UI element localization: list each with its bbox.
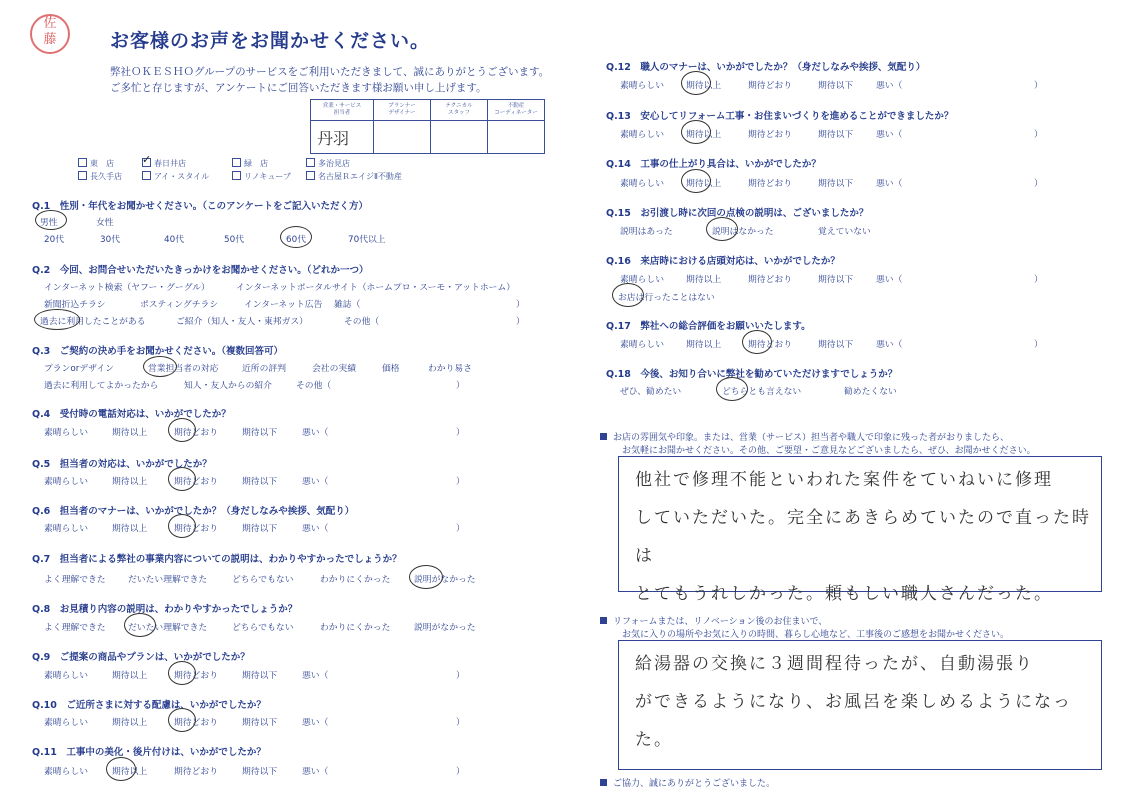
q14-bad-close-paren: ） — [1034, 179, 1043, 189]
q6-option-below[interactable]: 期待以下 — [242, 524, 278, 534]
q3-sales-rep-circle — [143, 356, 177, 377]
q2-option-portal[interactable]: インターネットポータルサイト（ホームプロ・スーモ・アットホーム） — [236, 283, 516, 293]
question-6: Q.6 担当者のマナーは、いかがでしたか？（身だしなみや挨拶、気配り） — [32, 506, 355, 517]
staff-header-sales: 営業・サービス 担当者 — [311, 100, 374, 121]
q5-as-expected-circle — [168, 467, 196, 491]
question-4: Q.4 受付時の電話対応は、いかがでしたか？ — [32, 409, 231, 420]
q13-bad-close-paren: ） — [1034, 130, 1043, 140]
q2-option-past-use[interactable]: 過去に利用したことがある — [40, 317, 146, 327]
q14-option-excellent[interactable]: 素晴らしい — [620, 179, 664, 189]
q14-above-circle — [681, 169, 711, 193]
q17-option-bad[interactable]: 悪い（ — [876, 340, 903, 350]
q4-option-as-expected[interactable]: 期待どおり — [174, 428, 218, 438]
comment1-prompt-line-2: お気軽にお聞かせください。その他、ご要望・ご意見などございましたら、ぜひ、お聞かせください。 — [622, 446, 1036, 456]
q14-option-below[interactable]: 期待以下 — [818, 179, 854, 189]
q2-option-magazine[interactable]: 雑誌（ — [334, 300, 361, 310]
q8-option-well[interactable]: よく理解できた — [44, 623, 106, 633]
comment2-answer-line-1: 給湯器の交換に３週間程待ったが、自動湯張り — [635, 654, 1034, 674]
q12-option-as-expected[interactable]: 期待どおり — [748, 81, 792, 91]
q9-bad-close-paren: ） — [456, 671, 465, 681]
q15-option-dont-remember[interactable]: 覚えていない — [818, 227, 871, 237]
q13-above-circle — [681, 120, 711, 144]
q3-other-close-paren: ） — [456, 381, 465, 391]
q6-as-expected-circle — [168, 514, 196, 538]
comment2-answer-line-2: ができるようになり、お風呂を楽しめるようになった。 — [635, 692, 1072, 750]
comment2-prompt-line-2: お気に入りの場所やお気に入りの時間、暮らし心地など、工事後のご感想をお聞かせください。 — [622, 630, 1010, 640]
q12-option-above[interactable]: 期待以上 — [686, 81, 722, 91]
question-8: Q.8 お見積り内容の説明は、わかりやすかったでしょうか？ — [32, 604, 298, 615]
q2-option-posting[interactable]: ポスティングチラシ — [140, 300, 219, 310]
q8-option-unclear[interactable]: わかりにくかった — [320, 623, 391, 633]
q1-option-50s[interactable]: 50代 — [224, 235, 244, 245]
q3-option-price[interactable]: 価格 — [382, 364, 400, 374]
q2-option-web-ad[interactable]: インターネット広告 — [244, 300, 323, 310]
q13-option-bad[interactable]: 悪い（ — [876, 130, 903, 140]
store-checkbox-nagakute[interactable]: 長久手店 — [78, 171, 122, 182]
q18-option-not-recommend[interactable]: 勧めたくない — [844, 387, 897, 397]
q18-option-recommend[interactable]: ぜひ、勧めたい — [620, 387, 682, 397]
q15-not-explained-circle — [706, 217, 738, 241]
comment1-answer-line-2: していただいた。完全にあきらめていたので直った時は — [635, 508, 1091, 566]
staff-header-realestate: 不動産 コーディネーター — [488, 100, 545, 121]
q2-option-other[interactable]: その他（ — [344, 317, 380, 327]
q16-bad-close-paren: ） — [1034, 275, 1043, 285]
store-checkbox-renocube[interactable]: リノキューブ — [232, 171, 291, 182]
q18-neutral-circle — [716, 377, 748, 401]
q3-option-plan-design[interactable]: プランorデザイン — [44, 364, 114, 374]
q10-bad-close-paren: ） — [456, 718, 465, 728]
q10-option-as-expected[interactable]: 期待どおり — [174, 718, 218, 728]
staff-table — [310, 99, 545, 154]
q13-option-as-expected[interactable]: 期待どおり — [748, 130, 792, 140]
question-12: Q.12 職人のマナーは、いかがでしたか？（身だしなみや挨拶、気配り） — [606, 62, 926, 73]
q13-option-below[interactable]: 期待以下 — [818, 130, 854, 140]
q4-option-excellent[interactable]: 素晴らしい — [44, 428, 88, 438]
question-1: Q.1 性別・年代をお聞かせください。（このアンケートをご記入いただく方） — [32, 201, 368, 212]
q16-option-bad[interactable]: 悪い（ — [876, 275, 903, 285]
store-checkbox-nagoya-r-age[interactable]: 名古屋ＲエイジⅡ不動産 — [306, 171, 402, 182]
q7-option-well[interactable]: よく理解できた — [44, 575, 106, 585]
q16-option-never-visited[interactable]: お店は行ったことはない — [618, 293, 715, 303]
q9-option-above[interactable]: 期待以上 — [112, 671, 148, 681]
intro-line-1: 弊社ＯＫＥＳＨＯグループのサービスをご利用いただきまして、誠にありがとうございます。 — [110, 66, 550, 78]
name-seal-stamp: 佐 藤 — [30, 14, 70, 54]
q13-option-excellent[interactable]: 素晴らしい — [620, 130, 664, 140]
q3-option-reputation[interactable]: 近所の評判 — [242, 364, 286, 374]
q11-option-above[interactable]: 期待以上 — [112, 767, 148, 777]
q4-option-bad[interactable]: 悪い（ — [302, 428, 329, 438]
q10-option-above[interactable]: 期待以上 — [112, 718, 148, 728]
q10-option-below[interactable]: 期待以下 — [242, 718, 278, 728]
q7-option-no-explanation[interactable]: 説明がなかった — [414, 575, 476, 585]
question-11: Q.11 工事中の美化・後片付けは、いかがでしたか？ — [32, 747, 266, 758]
comment1-answer-box[interactable] — [618, 456, 1102, 604]
q5-option-as-expected[interactable]: 期待どおり — [174, 477, 218, 487]
q18-option-neutral[interactable]: どちらとも言えない — [722, 387, 802, 397]
store-checkbox-tajimi[interactable]: 多治見店 — [306, 158, 350, 169]
q3-option-other[interactable]: その他（ — [296, 381, 332, 391]
q8-mostly-circle — [124, 613, 156, 637]
q14-option-above[interactable]: 期待以上 — [686, 179, 722, 189]
comment2-prompt-line-1: リフォームまたは、リノベーション後のお住まいで、 — [600, 614, 827, 627]
q4-option-above[interactable]: 期待以上 — [112, 428, 148, 438]
q12-above-circle — [681, 71, 711, 95]
q7-no-explanation-circle — [409, 565, 443, 589]
q1-option-60s[interactable]: 60代 — [286, 235, 306, 245]
store-checkbox-kasugai[interactable]: ✓ 春日井店 — [142, 158, 186, 169]
comment2-answer-box[interactable] — [618, 640, 1102, 770]
q16-option-as-expected[interactable]: 期待どおり — [748, 275, 792, 285]
q1-option-40s[interactable]: 40代 — [164, 235, 184, 245]
q17-bad-close-paren: ） — [1034, 340, 1043, 350]
q2-magazine-close-paren: ） — [516, 300, 525, 310]
q16-option-below[interactable]: 期待以下 — [818, 275, 854, 285]
q6-option-excellent[interactable]: 素晴らしい — [44, 524, 88, 534]
q1-option-30s[interactable]: 30代 — [100, 235, 120, 245]
square-bullet-icon — [600, 779, 607, 786]
q1-male-circle — [35, 210, 67, 230]
question-15: Q.15 お引渡し時に次回の点検の説明は、ございましたか？ — [606, 208, 869, 219]
q13-option-above[interactable]: 期待以上 — [686, 130, 722, 140]
q4-bad-close-paren: ） — [456, 428, 465, 438]
q5-option-below[interactable]: 期待以下 — [242, 477, 278, 487]
question-2: Q.2 今回、お問合せいただいたきっかけをお聞かせください。（どれか一つ） — [32, 265, 369, 276]
q5-option-bad[interactable]: 悪い（ — [302, 477, 329, 487]
q2-option-search[interactable]: インターネット検索（ヤフー・グーグル） — [44, 283, 210, 293]
q6-option-bad[interactable]: 悪い（ — [302, 524, 329, 534]
intro-line-2: ご多忙と存じますが、アンケートにご回答いただきます様お願い申し上げます。 — [110, 82, 487, 94]
question-13: Q.13 安心してリフォーム工事・お住まいづくりを進めることができましたか？ — [606, 111, 954, 122]
q3-option-track-record[interactable]: 会社の実績 — [312, 364, 356, 374]
q16-never-visited-circle — [612, 283, 644, 307]
store-checkbox-istyle[interactable]: アイ・スタイル — [142, 171, 209, 182]
q10-as-expected-circle — [168, 708, 196, 732]
q6-option-as-expected[interactable]: 期待どおり — [174, 524, 218, 534]
staff-name-sales[interactable]: 丹羽 — [311, 121, 374, 154]
q16-option-excellent[interactable]: 素晴らしい — [620, 275, 664, 285]
q17-option-above[interactable]: 期待以上 — [686, 340, 722, 350]
q12-bad-close-paren: ） — [1034, 81, 1043, 91]
q12-option-bad[interactable]: 悪い（ — [876, 81, 903, 91]
question-9: Q.9 ご提案の商品やプランは、いかがでしたか？ — [32, 652, 250, 663]
q14-option-as-expected[interactable]: 期待どおり — [748, 179, 792, 189]
q9-option-excellent[interactable]: 素晴らしい — [44, 671, 88, 681]
q17-option-as-expected[interactable]: 期待どおり — [748, 340, 792, 350]
q1-option-70s-plus[interactable]: 70代以上 — [348, 235, 386, 245]
q1-60s-circle — [280, 226, 312, 248]
q4-as-expected-circle — [168, 418, 196, 442]
staff-header-planner: プランナー デザイナー — [374, 100, 431, 121]
q2-past-use-circle — [34, 309, 80, 330]
q11-option-as-expected[interactable]: 期待どおり — [174, 767, 218, 777]
q11-option-bad[interactable]: 悪い（ — [302, 767, 329, 777]
q9-option-below[interactable]: 期待以下 — [242, 671, 278, 681]
staff-cell-realestate[interactable] — [488, 121, 545, 154]
question-14: Q.14 工事の仕上がり具合は、いかがでしたか？ — [606, 159, 821, 170]
question-16: Q.16 来店時における店頭対応は、いかがでしたか？ — [606, 256, 840, 267]
q10-option-excellent[interactable]: 素晴らしい — [44, 718, 88, 728]
q5-option-excellent[interactable]: 素晴らしい — [44, 477, 88, 487]
q7-option-mostly[interactable]: だいたい理解できた — [128, 575, 208, 585]
staff-cell-technical[interactable] — [431, 121, 488, 154]
question-5: Q.5 担当者の対応は、いかがでしたか？ — [32, 459, 212, 470]
staff-header-technical: テクニカル スタッフ — [431, 100, 488, 121]
q5-bad-close-paren: ） — [456, 477, 465, 487]
comment1-prompt-line-1: お店の雰囲気や印象。または、営業（サービス）担当者や職人で印象に残った者がおりましたら、 — [600, 430, 1009, 443]
q4-option-below[interactable]: 期待以下 — [242, 428, 278, 438]
staff-cell-planner[interactable] — [374, 121, 431, 154]
comment1-answer-line-3: とてもうれしかった。頼もしい職人さんだった。 — [635, 584, 1053, 604]
q17-option-below[interactable]: 期待以下 — [818, 340, 854, 350]
q11-option-excellent[interactable]: 素晴らしい — [44, 767, 88, 777]
q1-option-20s[interactable]: 20代 — [44, 235, 64, 245]
q3-option-clarity[interactable]: わかり易さ — [428, 364, 472, 374]
q9-option-as-expected[interactable]: 期待どおり — [174, 671, 218, 681]
q11-bad-close-paren: ） — [456, 767, 465, 777]
comment1-answer-line-1: 他社で修理不能といわれた案件をていねいに修理 — [635, 470, 1053, 490]
q8-option-no-explanation[interactable]: 説明がなかった — [414, 623, 476, 633]
q1-option-female[interactable]: 女性 — [96, 218, 114, 228]
q8-option-mostly[interactable]: だいたい理解できた — [128, 623, 208, 633]
q8-option-neutral[interactable]: どちらでもない — [232, 623, 294, 633]
q1-option-male[interactable]: 男性 — [40, 218, 58, 228]
q12-option-excellent[interactable]: 素晴らしい — [620, 81, 664, 91]
q9-as-expected-circle — [168, 661, 196, 685]
q17-as-expected-circle — [742, 330, 772, 354]
question-3: Q.3 ご契約の決め手をお聞かせください。（複数回答可） — [32, 346, 284, 357]
q14-option-bad[interactable]: 悪い（ — [876, 179, 903, 189]
store-checkbox-midori[interactable]: 緑 店 — [232, 158, 268, 169]
square-bullet-icon — [600, 617, 607, 624]
q15-option-not-explained[interactable]: 説明はなかった — [712, 227, 774, 237]
question-7: Q.7 担当者による弊社の事業内容についての説明は、わかりやすかったでしょうか？ — [32, 554, 402, 565]
q6-option-above[interactable]: 期待以上 — [112, 524, 148, 534]
q6-bad-close-paren: ） — [456, 524, 465, 534]
q3-option-past-good[interactable]: 過去に利用してよかったから — [44, 381, 159, 391]
q2-option-newspaper[interactable]: 新聞折込チラシ — [44, 300, 106, 310]
page-title: お客様のお声をお聞かせください。 — [110, 30, 431, 52]
store-checkbox-higashi[interactable]: 東 店 — [78, 158, 114, 169]
q11-above-circle — [106, 757, 136, 781]
question-18: Q.18 今後、お知り合いに弊社を勧めていただけますでしょうか？ — [606, 369, 898, 380]
q3-option-sales-rep[interactable]: 営業担当者の対応 — [148, 364, 219, 374]
q5-option-above[interactable]: 期待以上 — [112, 477, 148, 487]
footer-thanks: ご協力、誠にありがとうございました。 — [600, 776, 775, 789]
q10-option-bad[interactable]: 悪い（ — [302, 718, 329, 728]
q7-option-unclear[interactable]: わかりにくかった — [320, 575, 391, 585]
q2-other-close-paren: ） — [516, 317, 525, 327]
q15-option-explained[interactable]: 説明はあった — [620, 227, 673, 237]
q2-option-referral[interactable]: ご紹介（知人・友人・東邦ガス） — [176, 317, 308, 327]
q16-option-above[interactable]: 期待以上 — [686, 275, 722, 285]
q3-option-friend-referral[interactable]: 知人・友人からの紹介 — [184, 381, 272, 391]
q17-option-excellent[interactable]: 素晴らしい — [620, 340, 664, 350]
question-17: Q.17 弊社への総合評価をお願いいたします。 — [606, 321, 811, 332]
square-bullet-icon — [600, 433, 607, 440]
q12-option-below[interactable]: 期待以下 — [818, 81, 854, 91]
q11-option-below[interactable]: 期待以下 — [242, 767, 278, 777]
q7-option-neutral[interactable]: どちらでもない — [232, 575, 294, 585]
question-10: Q.10 ご近所さまに対する配慮は、いかがでしたか？ — [32, 700, 266, 711]
q9-option-bad[interactable]: 悪い（ — [302, 671, 329, 681]
